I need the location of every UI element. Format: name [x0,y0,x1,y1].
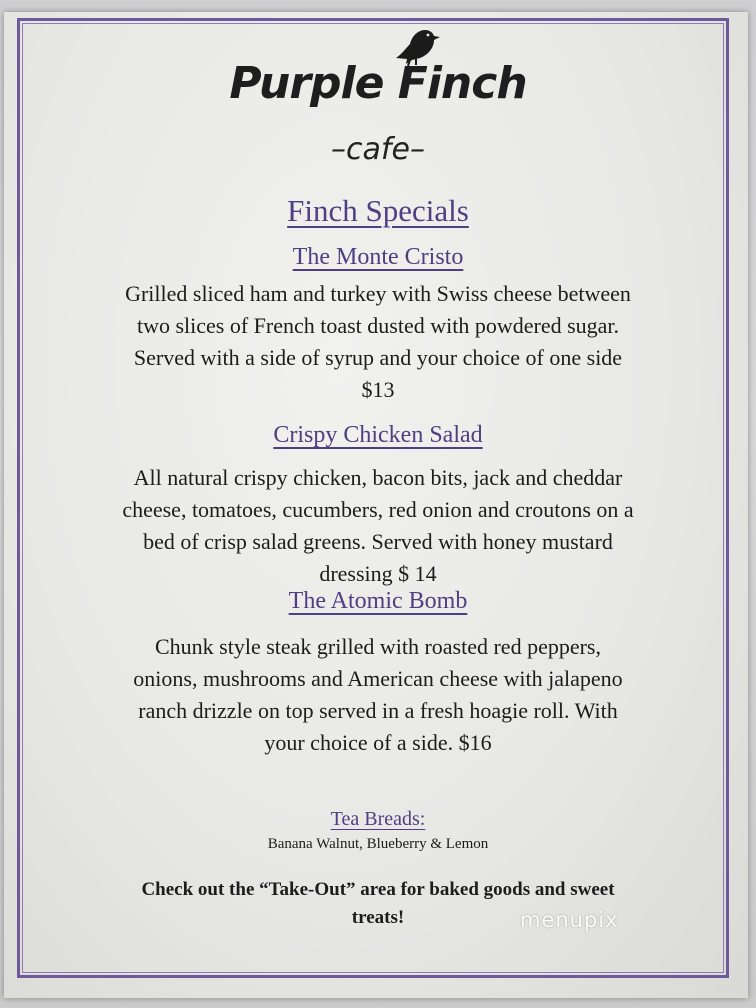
item-title [0,588,756,615]
description-line: ranch drizzle on top served in a fresh hoagie roll. With [138,698,618,723]
description-line: Served with a side of syrup and your choice of one side [133,345,623,370]
description-line: cheese, tomatoes, cucumbers, red onion and croutons on a [122,497,634,522]
section-title-text: Finch Specials [287,193,469,228]
brand-subtitle-text: cafe [346,132,410,167]
description-line: dressing $ 14 [319,561,437,586]
tea-breads-title-text: Tea Breads: [330,808,426,830]
description-line: your choice of a side. $16 [264,730,492,755]
item-description [0,631,756,759]
item-title [0,244,756,271]
watermark: menupix [520,908,619,932]
section-title [0,193,756,229]
description-line: onions, mushrooms and American cheese with jalapeno [133,666,623,691]
tea-breads-title [0,808,756,831]
takeout-note [0,876,756,932]
item-description [0,278,756,406]
brand-subtitle: –cafe– [331,132,425,167]
description-line: bed of crisp salad greens. Served with honey mustard [143,529,613,554]
item-name: The Monte Cristo [292,244,464,270]
item-name: The Atomic Bomb [288,588,468,614]
item-price: $13 [361,377,395,402]
item-name: Crispy Chicken Salad [273,422,483,448]
takeout-note-line: Check out the “Take-Out” area for baked goods and sweet [141,879,615,900]
brand-name: Purple Finch [229,58,527,109]
item-title [0,422,756,449]
description-line: All natural crispy chicken, bacon bits, jack and cheddar [133,465,623,490]
description-line: Chunk style steak grilled with roasted red peppers, [154,634,601,659]
takeout-note-line: treats! [351,907,405,928]
description-line: Grilled sliced ham and turkey with Swiss cheese between [125,281,631,306]
description-line: two slices of French toast dusted with powdered sugar. [136,313,620,338]
tea-breads-flavors: Banana Walnut, Blueberry & Lemon [267,836,489,852]
item-description [0,462,756,590]
logo [0,58,756,109]
